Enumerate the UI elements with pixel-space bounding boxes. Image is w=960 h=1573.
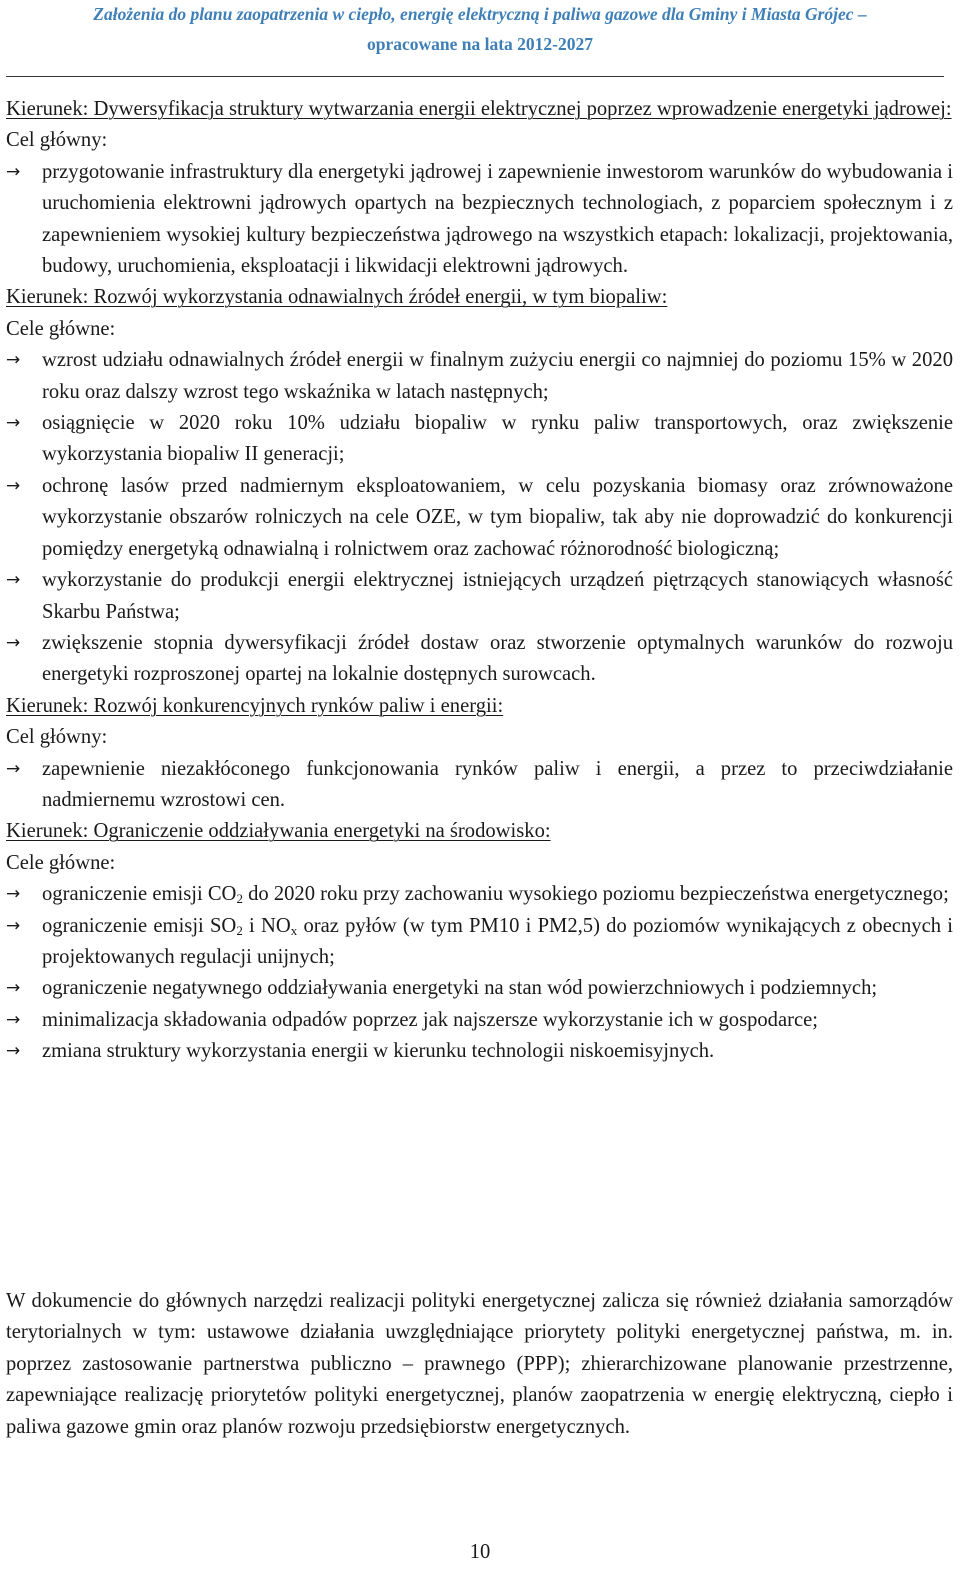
arrow-right-icon: →	[6, 1009, 21, 1030]
list-item	[6, 408, 953, 471]
list-item-text: ochronę lasów przed nadmiernym eksploatowaniem, w celu pozyskania biomasy oraz zrównoważone wykorzystanie obszarów rolniczych na cele OZE, w tym biopaliw, tak aby nie doprowadzić do konkurencji pomiędzy energetyką odnawialną i rolnictwem oraz zachować różnorodność biologiczną;	[42, 474, 953, 560]
list-item	[6, 628, 953, 691]
list-item	[6, 157, 953, 283]
list-item-text: wykorzystanie do produkcji energii elektrycznej istniejących urządzeń piętrzących stanowiących własność Skarbu Państwa;	[42, 569, 953, 623]
section-heading-text: Kierunek: Dywersyfikacja struktury wytwarzania energii elektrycznej poprzez wprowadzenie energetyki jądrowej:	[6, 98, 952, 120]
section-heading	[6, 691, 953, 722]
arrow-right-icon: →	[6, 632, 21, 653]
goal-list	[6, 879, 953, 1067]
list-item-text: ograniczenie emisji $SO_2$ i $NO_x$ oraz pyłów (w tym PM10 i PM2,5) do poziomów wynikających z obecnych i projektowanych regulacji unijnych;	[42, 914, 953, 968]
arrow-right-icon: →	[6, 978, 21, 999]
section-heading	[6, 816, 953, 847]
section-subheading: Cele główne:	[6, 851, 116, 874]
arrow-right-icon: →	[6, 161, 21, 182]
list-item	[6, 1036, 953, 1067]
arrow-right-icon: →	[6, 884, 21, 905]
arrow-right-icon: →	[6, 915, 21, 936]
list-item-text: zmiana struktury wykorzystania energii w kierunku technologii niskoemisyjnych.	[42, 1040, 715, 1063]
section-heading	[6, 282, 953, 313]
arrow-right-icon: →	[6, 570, 21, 591]
arrow-right-icon: →	[6, 350, 21, 371]
page-number: 10	[469, 1541, 491, 1563]
header-divider	[6, 76, 944, 77]
list-item-text: zapewnienie niezakłóconego funkcjonowania rynków paliw i energii, a przez to przeciwdziałanie nadmiernemu wzrostowi cen.	[42, 757, 953, 811]
list-item	[6, 973, 953, 1004]
list-item-text: minimalizacja składowania odpadów poprzez jak najszersze wykorzystanie ich w gospodarce;	[42, 1008, 818, 1031]
section-heading-text: Kierunek: Rozwój konkurencyjnych rynków paliw i energii:	[6, 694, 504, 717]
goal-list	[6, 345, 953, 690]
goal-list	[6, 157, 953, 283]
list-item	[6, 879, 953, 910]
section-subheading: Cel główny:	[6, 129, 108, 152]
list-item-text: osiągnięcie w 2020 roku 10% udziału biopaliw w rynku paliw transportowych, oraz zwiększenie wykorzystania biopaliw II generacji;	[42, 412, 953, 466]
arrow-right-icon: →	[6, 1041, 21, 1062]
page-header	[0, 0, 960, 90]
closing-paragraph: W dokumencie do głównych narzędzi realizacji polityki energetycznej zalicza się również działania samorządów terytorialnych w tym: ustawowe działania uwzględniające priorytety polityki energetycznej państwa, m. in. poprzez zastosowanie partnerstwa publiczno – prawnego (PPP); zhierarchizowane planowanie przestrzenne, zapewniające realizację priorytetów polityki energetycznej, planów zaopatrzenia w energię elektryczną, ciepło i paliwa gazowe gmin oraz planów rozwoju przedsiębiorstw energetycznych.	[6, 1290, 953, 1438]
list-item-text: ograniczenie emisji $CO_2$ do 2020 roku przy zachowaniu wysokiego poziomu bezpieczeństwa energetycznego;	[42, 883, 949, 907]
goal-list	[6, 754, 953, 817]
main-content	[6, 94, 953, 1068]
list-item	[6, 471, 953, 565]
list-item-text: przygotowanie infrastruktury dla energetyki jądrowej i zapewnienie inwestorom warunków do wybudowania i uruchomienia elektrowni jądrowych opartych na bezpiecznych technologiach, z poparciem społecznym i z zapewnieniem wysokiej kultury bezpieczeństwa jądrowego na wszystkich etapach: lokalizacji, projektowania, budowy, uruchomienia, eksploatacji i likwidacji elektrowni jądrowych.	[42, 160, 953, 278]
list-item-text: zwiększenie stopnia dywersyfikacji źródeł dostaw oraz stworzenie optymalnych warunków do rozwoju energetyki rozproszonej opartej na lokalnie dostępnych surowcach.	[42, 631, 953, 686]
list-item	[6, 754, 953, 817]
section-heading-text: Kierunek: Ograniczenie oddziaływania energetyki na środowisko:	[6, 820, 551, 843]
arrow-right-icon: →	[6, 758, 21, 779]
section-subheading: Cele główne:	[6, 317, 116, 340]
section-subheading: Cel główny:	[6, 726, 108, 749]
arrow-right-icon: →	[6, 413, 21, 434]
document-title: Założenia do planu zaopatrzenia w ciepło, energię elektryczną i paliwa gazowe dla Gminy i Miasta Grójec –	[93, 4, 867, 24]
section-heading	[6, 94, 953, 125]
list-item	[6, 345, 953, 408]
list-item	[6, 565, 953, 628]
list-item	[6, 1005, 953, 1036]
list-item-text: wzrost udziału odnawialnych źródeł energii w finalnym zużyciu energii co najmniej do poziomu 15% w 2020 roku oraz dalszy wzrost tego wskaźnika w latach następnych;	[42, 349, 953, 403]
arrow-right-icon: →	[6, 475, 21, 496]
list-item-text: ograniczenie negatywnego oddziaływania energetyki na stan wód powierzchniowych i podziemnych;	[42, 977, 878, 1000]
document-subtitle: opracowane na lata 2012-2027	[366, 34, 594, 54]
section-heading-text: Kierunek: Rozwój wykorzystania odnawialnych źródeł energii, w tym biopaliw:	[6, 286, 668, 309]
list-item	[6, 911, 953, 974]
